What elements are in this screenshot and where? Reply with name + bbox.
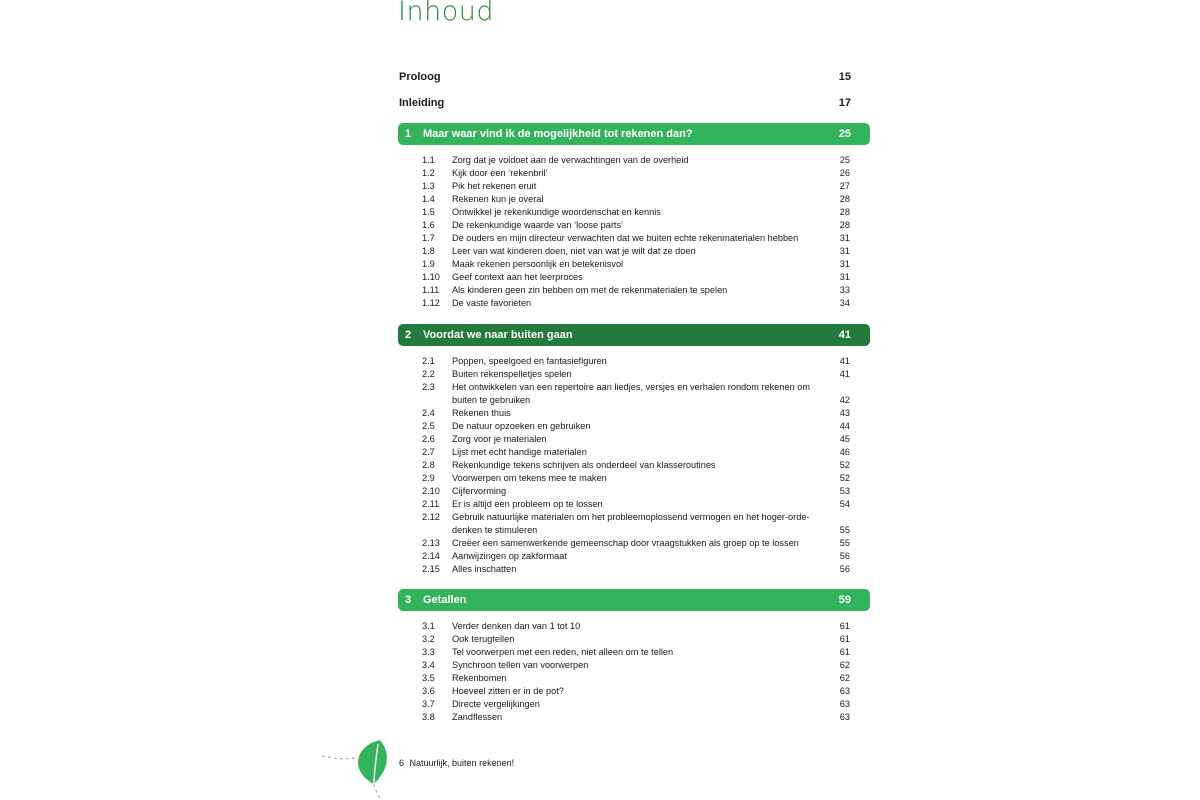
toc-entry[interactable] — [422, 297, 850, 310]
entry-number: 1.9 — [422, 259, 435, 269]
entry-page: 31 — [839, 233, 850, 243]
entry-title: Tel voorwerpen met een reden, niet alleen om te tellen — [452, 647, 674, 657]
toc-entry[interactable] — [422, 407, 850, 420]
toc-entry[interactable] — [422, 498, 850, 511]
toc-entry[interactable] — [422, 368, 850, 381]
entry-number: 2.8 — [422, 460, 435, 470]
toc-entry[interactable] — [422, 472, 850, 485]
entry-page: 55 — [839, 525, 850, 535]
entry-title: Voorwerpen om tekens mee te maken — [452, 473, 607, 483]
chapter-page: 25 — [838, 128, 851, 140]
toc-entry[interactable] — [422, 258, 850, 271]
entry-title: Rekenen kun je overal — [452, 194, 544, 204]
entry-page: 28 — [839, 194, 850, 204]
entry-number: 1.7 — [422, 233, 435, 243]
entry-title: De rekenkundige waarde van ‘loose parts’ — [452, 220, 624, 230]
entry-number: 1.6 — [422, 220, 435, 230]
entry-number: 3.1 — [422, 621, 435, 631]
entry-title: Alles inschatten — [452, 564, 517, 574]
entry-page: 56 — [839, 551, 850, 561]
entry-page: 52 — [839, 473, 850, 483]
entry-title: Zorg dat je voldoet aan de verwachtingen van de overheid — [452, 155, 689, 165]
entry-title: Creëer een samenwerkende gemeenschap door vraagstukken als groep op te lossen — [452, 538, 799, 548]
entry-title: Gebruik natuurlijke materialen om het probleemoplossend vermogen en het hoger-orde-denken te stimuleren — [452, 512, 810, 535]
page-footer — [399, 758, 514, 768]
entry-title: Zorg voor je materialen — [452, 434, 547, 444]
entry-page: 62 — [839, 673, 850, 683]
entry-number: 1.5 — [422, 207, 435, 217]
toc-entry[interactable] — [422, 459, 850, 472]
page-title: Inhoud — [398, 0, 494, 27]
entry-number: 1.11 — [422, 285, 440, 295]
toc-entry[interactable] — [422, 271, 850, 284]
chapter-title: Voordat we naar buiten gaan — [423, 329, 573, 341]
entry-number: 1.12 — [422, 298, 440, 308]
entry-number: 2.15 — [422, 564, 440, 574]
entry-page: 42 — [839, 395, 850, 405]
chapter-page: 41 — [838, 329, 851, 341]
entry-page: 63 — [839, 699, 850, 709]
toc-entry[interactable] — [422, 620, 850, 633]
toc-entry[interactable] — [422, 485, 850, 498]
entry-title: Rekenkundige tekens schrijven als onderdeel van klasseroutines — [452, 460, 716, 470]
toc-front-inleiding[interactable] — [399, 97, 851, 109]
toc-entry[interactable] — [422, 711, 850, 724]
entry-title: Poppen, speelgoed en fantasiefiguren — [452, 356, 607, 366]
entry-number: 3.8 — [422, 712, 435, 722]
entry-number: 1.1 — [422, 155, 435, 165]
entry-page: 34 — [839, 298, 850, 308]
entry-page: 55 — [839, 538, 850, 548]
toc-entry[interactable] — [422, 245, 850, 258]
entry-page: 41 — [839, 369, 850, 379]
entry-page: 61 — [839, 634, 850, 644]
entry-title: Als kinderen geen zin hebben om met de rekenmaterialen te spelen — [452, 285, 728, 295]
entry-page: 53 — [839, 486, 850, 496]
entry-title: Er is altijd een probleem op te lossen — [452, 499, 603, 509]
toc-entry[interactable] — [422, 550, 850, 563]
toc-entry[interactable] — [422, 446, 850, 459]
entry-page: 33 — [839, 285, 850, 295]
entry-title: Ook terugtellen — [452, 634, 515, 644]
entry-title: De vaste favorieten — [452, 298, 532, 308]
entry-title: Verder denken dan van 1 tot 10 — [452, 621, 581, 631]
entry-number: 2.10 — [422, 486, 440, 496]
toc-entry[interactable] — [422, 672, 850, 685]
entry-number: 2.6 — [422, 434, 435, 444]
entry-title: De ouders en mijn directeur verwachten dat we buiten echte rekenmaterialen hebben — [452, 233, 799, 243]
toc-entry[interactable] — [422, 563, 850, 576]
toc-entry[interactable] — [422, 633, 850, 646]
entry-page: 31 — [839, 246, 850, 256]
toc-front-page: 17 — [838, 97, 851, 109]
toc-entry[interactable] — [422, 193, 850, 206]
entry-number: 2.13 — [422, 538, 440, 548]
entry-number: 1.4 — [422, 194, 435, 204]
entry-page: 31 — [839, 272, 850, 282]
chapter-number: 1 — [405, 128, 412, 140]
entry-number: 2.12 — [422, 512, 440, 522]
entry-page: 31 — [839, 259, 850, 269]
entry-title: Aanwijzingen op zakformaat — [452, 551, 567, 561]
entry-page: 27 — [839, 181, 850, 191]
entry-title: Ontwikkel je rekenkundige woordenschat en kennis — [452, 207, 661, 217]
chapter-page: 59 — [838, 594, 851, 606]
entry-title: Leer van wat kinderen doen, niet van wat je wilt dat ze doen — [452, 246, 696, 256]
toc-entry[interactable] — [422, 646, 850, 659]
entry-number: 2.11 — [422, 499, 440, 509]
entry-page: 52 — [839, 460, 850, 470]
chapter-number: 2 — [405, 329, 412, 341]
footer-book-title: Natuurlijk, buiten rekenen! — [409, 758, 515, 768]
chapter-1-bar[interactable] — [398, 123, 870, 145]
entry-page: 28 — [839, 220, 850, 230]
entry-title: De natuur opzoeken en gebruiken — [452, 421, 591, 431]
entry-page: 26 — [839, 168, 850, 178]
entry-page: 28 — [839, 207, 850, 217]
toc-entry[interactable] — [422, 232, 850, 245]
footer-page-number: 6 — [399, 758, 405, 768]
toc-front-proloog[interactable] — [399, 71, 851, 83]
entry-number: 1.8 — [422, 246, 435, 256]
chapter-title: Getallen — [423, 594, 467, 606]
toc-entry[interactable] — [422, 659, 850, 672]
entry-page: 56 — [839, 564, 850, 574]
entry-number: 3.2 — [422, 634, 435, 644]
chapter-title: Maar waar vind ik de mogelijkheid tot rekenen dan? — [423, 128, 693, 140]
entry-number: 3.4 — [422, 660, 435, 670]
toc-entry[interactable] — [422, 537, 850, 550]
toc-entry[interactable] — [422, 381, 850, 407]
entry-number: 2.3 — [422, 382, 435, 392]
entry-number: 3.6 — [422, 686, 435, 696]
toc-entry[interactable] — [422, 180, 850, 193]
toc-entry[interactable] — [422, 167, 850, 180]
toc-front-page: 15 — [838, 71, 851, 83]
entry-number: 1.3 — [422, 181, 435, 191]
entry-title: Hoeveel zitten er in de pot? — [452, 686, 564, 696]
entry-page: 44 — [839, 421, 850, 431]
entry-page: 63 — [839, 712, 850, 722]
chapter-2-entries — [422, 355, 850, 576]
entry-number: 1.2 — [422, 168, 435, 178]
entry-page: 46 — [839, 447, 850, 457]
entry-number: 3.5 — [422, 673, 435, 683]
entry-page: 54 — [839, 499, 850, 509]
entry-number: 1.10 — [422, 272, 440, 282]
entry-page: 63 — [839, 686, 850, 696]
entry-number: 2.2 — [422, 369, 435, 379]
toc-entry[interactable] — [422, 685, 850, 698]
entry-title: Rekenen thuis — [452, 408, 511, 418]
toc-front-title: Proloog — [399, 71, 441, 83]
toc-entry[interactable] — [422, 420, 850, 433]
entry-number: 2.14 — [422, 551, 440, 561]
toc-entry[interactable] — [422, 511, 850, 537]
entry-number: 3.7 — [422, 699, 435, 709]
toc-entry[interactable] — [422, 206, 850, 219]
toc-entry[interactable] — [422, 355, 850, 368]
toc-entry[interactable] — [422, 219, 850, 232]
entry-number: 3.3 — [422, 647, 435, 657]
toc-entry[interactable] — [422, 154, 850, 167]
entry-title: Maak rekenen persoonlijk en betekenisvol — [452, 259, 624, 269]
entry-number: 2.5 — [422, 421, 435, 431]
entry-number: 2.9 — [422, 473, 435, 483]
entry-title: Cijfervorming — [452, 486, 507, 496]
entry-page: 41 — [839, 356, 850, 366]
entry-number: 2.4 — [422, 408, 435, 418]
entry-page: 25 — [839, 155, 850, 165]
entry-title: Lijst met echt handige materialen — [452, 447, 587, 457]
entry-title: Kijk door een ‘rekenbril’ — [452, 168, 548, 178]
toc-front-title: Inleiding — [399, 97, 445, 109]
chapter-2-bar[interactable] — [398, 324, 870, 346]
entry-title: Directe vergelijkingen — [452, 699, 540, 709]
entry-title: Synchroon tellen van voorwerpen — [452, 660, 589, 670]
toc-entry[interactable] — [422, 284, 850, 297]
entry-title: Rekenbomen — [452, 673, 507, 683]
chapter-number: 3 — [405, 594, 412, 606]
entry-title: Buiten rekenspelletjes spelen — [452, 369, 572, 379]
entry-number: 2.1 — [422, 356, 435, 366]
entry-title: Geef context aan het leerproces — [452, 272, 583, 282]
entry-number: 2.7 — [422, 447, 435, 457]
chapter-3-entries — [422, 620, 850, 724]
entry-title: Zandflessen — [452, 712, 503, 722]
entry-page: 62 — [839, 660, 850, 670]
entry-title: Het ontwikkelen van een repertoire aan liedjes, versjes en verhalen rondom rekenen om buiten te gebruiken — [452, 382, 811, 405]
leaf-icon — [320, 738, 392, 800]
chapter-1-entries — [422, 154, 850, 310]
entry-page: 45 — [839, 434, 850, 444]
entry-page: 61 — [839, 621, 850, 631]
chapter-3-bar[interactable] — [398, 589, 870, 611]
entry-page: 43 — [839, 408, 850, 418]
entry-title: Pik het rekenen eruit — [452, 181, 537, 191]
toc-entry[interactable] — [422, 698, 850, 711]
entry-page: 61 — [839, 647, 850, 657]
toc-entry[interactable] — [422, 433, 850, 446]
